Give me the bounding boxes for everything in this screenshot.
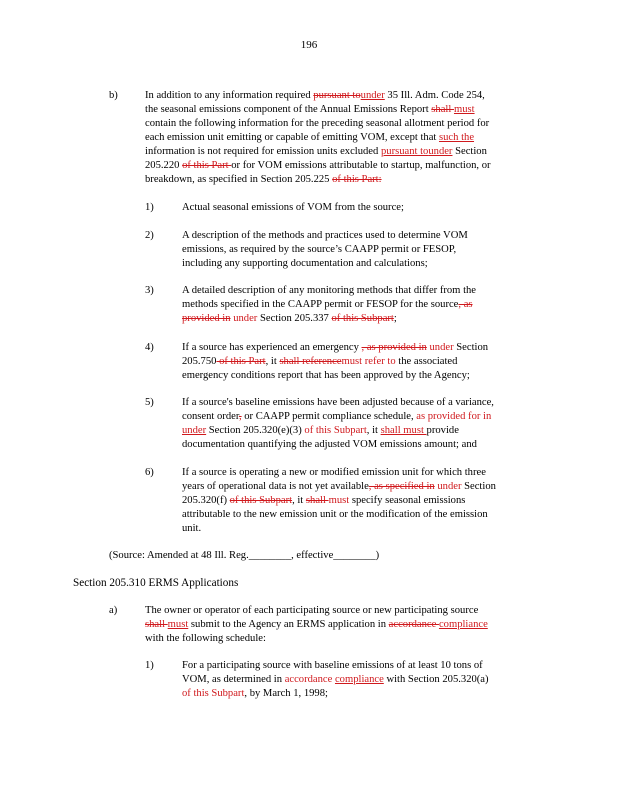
item-number: 5) [145,397,154,408]
para-b-line: information is not required for emission units excluded pursuant tounder Section [145,146,487,157]
section-heading: Section 205.310 ERMS Applications [73,577,239,589]
para-b-label: b) [109,90,118,101]
para-b-line: each emission unit emitting or capable of emitting VOM, except that such the [145,132,475,143]
para-b-line: In addition to any information required pursuant tounder 35 Ill. Adm. Code 254, [145,90,485,101]
para-a-label: a) [109,605,118,616]
item-number: 2) [145,230,154,241]
source-note: (Source: Amended at 48 Ill. Reg.________, effective________) [109,550,380,561]
item-number: 1) [145,202,154,213]
para-b-line: the seasonal emissions component of the Annual Emissions Report shall must [145,104,475,115]
item-number: 3) [145,285,154,296]
para-b-line: 205.220 of this Part or for VOM emissions attributable to startup, malfunction, or [145,160,491,171]
list-item: Actual seasonal emissions of VOM from the source; [182,202,404,213]
item-number: 6) [145,467,154,478]
page-number: 196 [300,39,318,51]
para-b-line: breakdown, as specified in Section 205.225 of this Part: [145,174,382,185]
item-number: 4) [145,342,154,353]
item-number: 1) [145,660,154,671]
para-b-line: contain the following information for the preceding seasonal allotment period for [145,118,490,129]
